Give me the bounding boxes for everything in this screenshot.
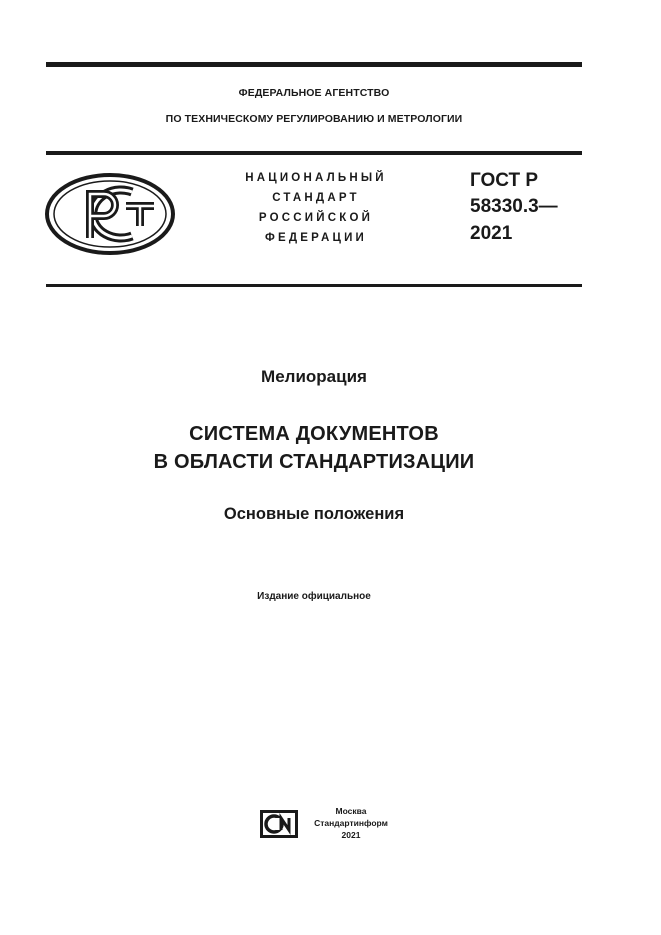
top-rule bbox=[46, 62, 582, 67]
lower-rule bbox=[46, 284, 582, 287]
title-line-1: СИСТЕМА ДОКУМЕНТОВ bbox=[189, 423, 439, 445]
title-line-2: В ОБЛАСТИ СТАНДАРТИЗАЦИИ bbox=[153, 451, 475, 473]
subject-heading: Мелиорация bbox=[261, 367, 367, 386]
publisher-year: 2021 bbox=[341, 830, 361, 840]
edition-note: Издание официальное bbox=[257, 591, 371, 602]
publisher-name: Стандартинформ bbox=[314, 818, 388, 828]
agency-line-1: ФЕДЕРАЛЬНОЕ АГЕНТСТВО bbox=[238, 87, 390, 99]
designation-line-1: ГОСТ Р bbox=[470, 170, 539, 191]
national-line-2: СТАНДАРТ bbox=[272, 192, 360, 204]
designation-line-3: 2021 bbox=[470, 223, 513, 244]
subtitle: Основные положения bbox=[223, 505, 405, 523]
national-line-4: ФЕДЕРАЦИИ bbox=[264, 232, 368, 244]
national-line-1: НАЦИОНАЛЬНЫЙ bbox=[245, 172, 387, 184]
designation-line-2: 58330.3— bbox=[470, 196, 558, 217]
middle-rule bbox=[46, 151, 582, 155]
agency-line-2: ПО ТЕХНИЧЕСКОМУ РЕГУЛИРОВАНИЮ И МЕТРОЛОГИИ bbox=[165, 113, 463, 125]
standartinform-logo-icon bbox=[259, 809, 299, 839]
national-line-3: РОССИЙСКОЙ bbox=[258, 212, 374, 224]
rst-logo-icon bbox=[44, 172, 176, 256]
publisher-city: Москва bbox=[335, 806, 367, 816]
